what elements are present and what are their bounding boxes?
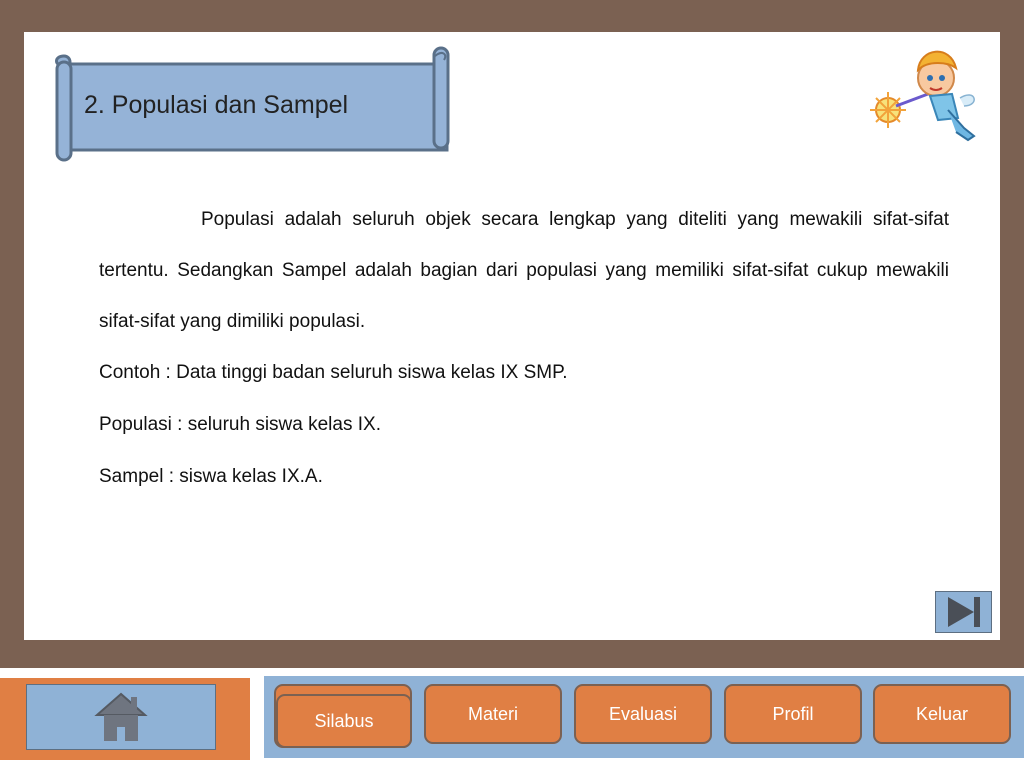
house-icon <box>93 691 149 745</box>
definition-paragraph: Populasi adalah seluruh objek secara lengkap yang diteliti yang mewakili sifat-sifat tertentu. Sedangkan Sampel adalah bagian dari populasi yang memiliki sifat-sifat cukup mewakili sifat-sifat yang dimiliki populasi. <box>99 209 949 332</box>
nav-evaluasi-button[interactable] <box>574 684 712 744</box>
page-title: 2. Populasi dan Sampel <box>84 91 349 119</box>
nav-profil-button[interactable] <box>724 684 862 744</box>
nav-materi-button[interactable] <box>424 684 562 744</box>
sample-line: Sampel : siswa kelas IX.A. <box>99 466 323 487</box>
nav-keluar-label: Keluar <box>915 703 969 724</box>
population-line: Populasi : seluruh siswa kelas IX. <box>99 414 381 435</box>
skip-next-icon <box>936 592 991 632</box>
example-line: Contoh : Data tinggi badan seluruh siswa kelas IX SMP. <box>99 362 568 383</box>
fairy-mascot-icon <box>868 40 983 155</box>
nav-silabus-button[interactable] <box>274 684 412 748</box>
next-slide-button[interactable] <box>935 591 992 633</box>
nav-materi-label: Materi <box>467 703 518 724</box>
nav-silabus-label: Silabus <box>276 694 412 748</box>
content-body <box>99 194 949 503</box>
nav-evaluasi-label: Evaluasi <box>608 703 678 724</box>
nav-profil-label: Profil <box>772 703 814 724</box>
home-button[interactable] <box>26 684 216 750</box>
nav-keluar-button[interactable] <box>873 684 1011 744</box>
